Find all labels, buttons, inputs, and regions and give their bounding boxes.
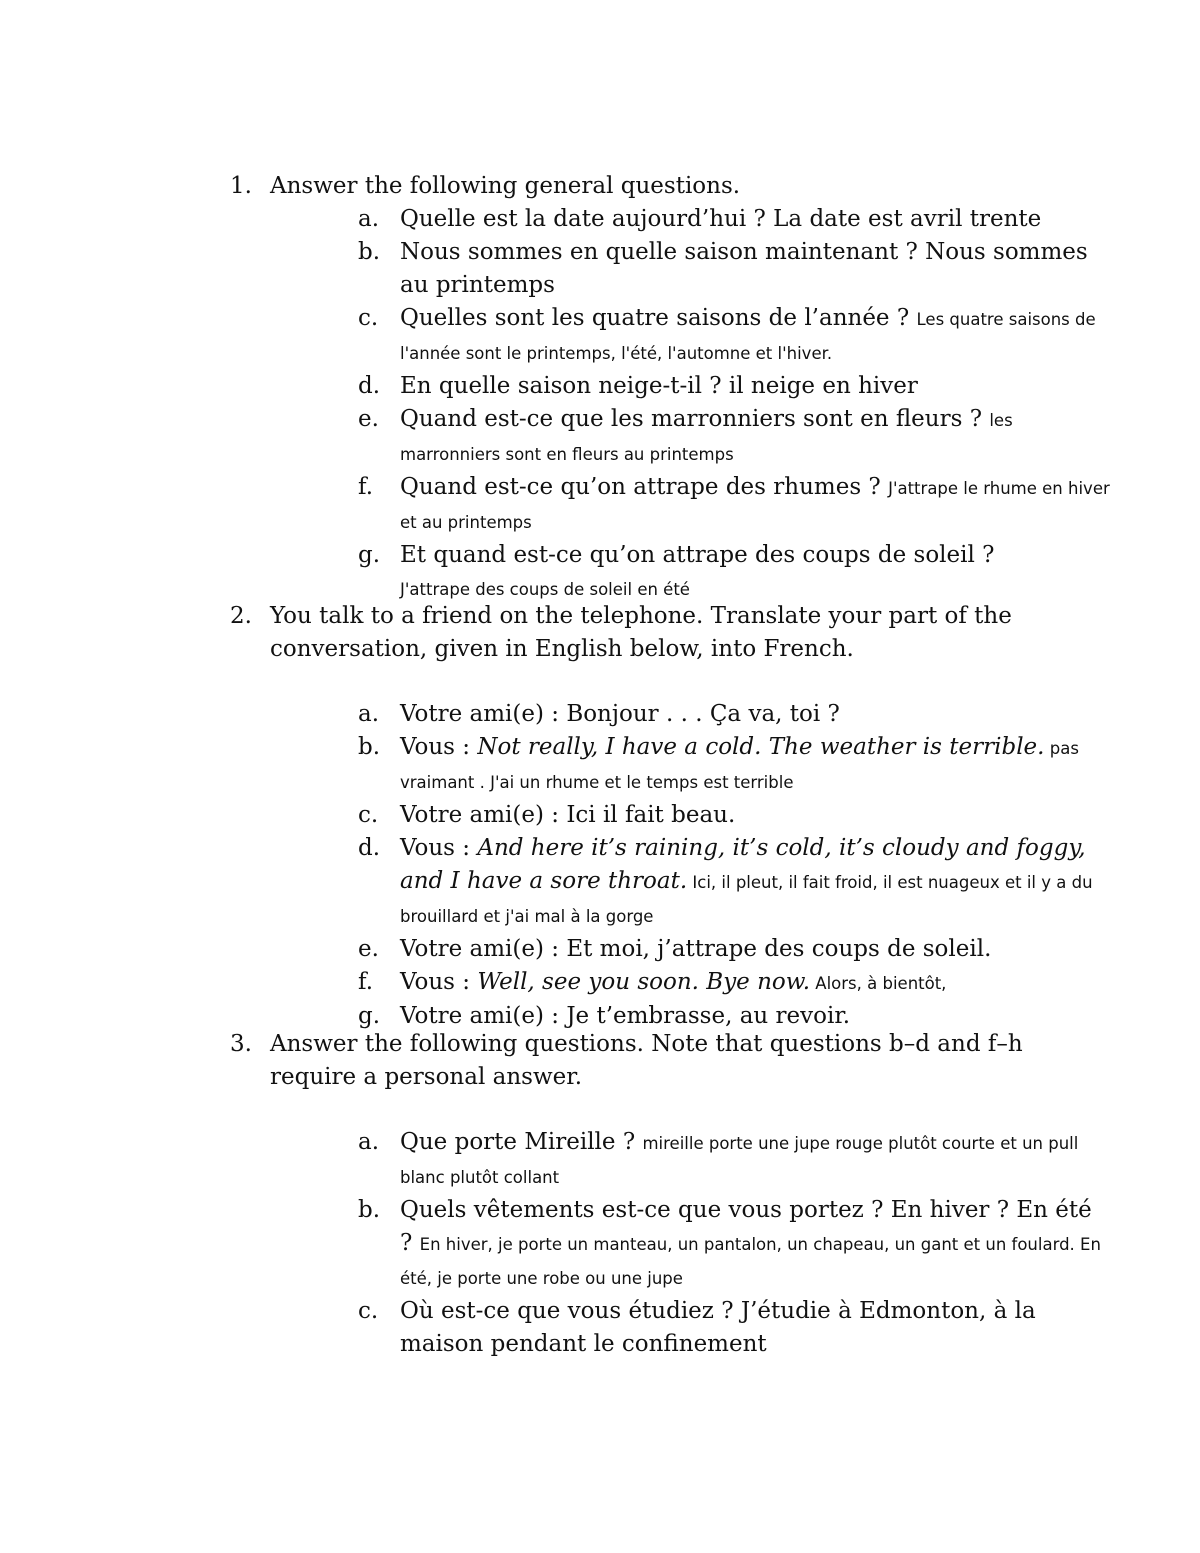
item-text xyxy=(400,1126,1110,1194)
item-english: And here it’s raining, it’s cold, it’s cloudy and foggy, and I have a sore throat. xyxy=(400,835,1086,894)
item-letter: e. xyxy=(358,406,379,432)
item-answer: pas vraimant . J'ai un rhume et le temps est terrible xyxy=(400,739,1079,792)
list-item xyxy=(358,799,1110,832)
item-speaker: Vous : xyxy=(400,734,478,760)
item-text xyxy=(400,370,1110,403)
list-item xyxy=(358,471,1110,539)
item-line: Bonjour . . . Ça va, toi ? xyxy=(566,701,840,727)
item-text xyxy=(400,302,1110,370)
list-item xyxy=(358,698,1110,731)
list-item xyxy=(358,403,1110,471)
item-letter: b. xyxy=(358,1197,381,1223)
item-speaker: Votre ami(e) : xyxy=(400,802,567,828)
item-speaker: Votre ami(e) : xyxy=(400,936,567,962)
question-number: 3. xyxy=(230,1031,252,1057)
item-answer: J'attrape des coups de soleil en été xyxy=(400,580,690,599)
list-item xyxy=(358,832,1110,933)
item-text xyxy=(400,933,1110,966)
item-letter: b. xyxy=(358,734,381,760)
list-item xyxy=(358,236,1110,302)
item-text xyxy=(400,403,1110,471)
item-letter: g. xyxy=(358,1003,381,1029)
question-prompt: Answer the following general questions. xyxy=(270,173,741,199)
item-speaker: Votre ami(e) : xyxy=(400,701,567,727)
item-question: Quelles sont les quatre saisons de l’année ? xyxy=(400,305,917,331)
item-answer: Alors, à bientôt, xyxy=(810,974,947,993)
item-line: Je t’embrasse, au revoir. xyxy=(566,1003,851,1029)
item-question: Et quand est-ce qu’on attrape des coups de soleil ? xyxy=(400,542,995,568)
list-item xyxy=(358,370,1110,403)
item-answer: J'attrape le rhume en hiver et au printemps xyxy=(400,479,1110,532)
item-question: Quand est-ce que les marronniers sont en fleurs ? xyxy=(400,406,990,432)
item-letter: e. xyxy=(358,936,379,962)
item-text xyxy=(400,203,1110,236)
item-text xyxy=(400,471,1110,539)
question-2-items xyxy=(230,698,1110,1033)
list-item xyxy=(358,302,1110,370)
item-letter: g. xyxy=(358,542,381,568)
item-english: Not really, I have a cold. The weather is terrible. xyxy=(477,734,1045,760)
list-item xyxy=(358,1126,1110,1194)
item-text xyxy=(400,539,1110,606)
question-2 xyxy=(230,600,1110,666)
item-letter: f. xyxy=(358,474,374,500)
item-letter: c. xyxy=(358,305,379,331)
item-question: Que porte Mireille ? xyxy=(400,1129,643,1155)
item-text xyxy=(400,799,1110,832)
question-number: 1. xyxy=(230,173,252,199)
item-letter: d. xyxy=(358,835,381,861)
question-prompt: Answer the following questions. Note that questions b–d and f–h require a personal answer. xyxy=(270,1031,1023,1090)
list-item xyxy=(358,966,1110,1000)
item-letter: a. xyxy=(358,701,380,727)
item-text xyxy=(400,832,1110,933)
question-1 xyxy=(230,170,1110,203)
question-3 xyxy=(230,1028,1110,1094)
item-english: Well, see you soon. Bye now. xyxy=(477,969,811,995)
item-text xyxy=(400,966,1110,1000)
list-item xyxy=(358,539,1110,606)
list-item xyxy=(358,933,1110,966)
list-item xyxy=(358,1295,1110,1361)
item-text xyxy=(400,731,1110,799)
item-text xyxy=(400,1194,1110,1295)
list-item xyxy=(358,203,1110,236)
item-answer: Les quatre saisons de l'année sont le printemps, l'été, l'automne et l'hiver. xyxy=(400,310,1096,363)
item-text xyxy=(400,1295,1110,1361)
list-item xyxy=(358,731,1110,799)
item-line: Et moi, j’attrape des coups de soleil. xyxy=(566,936,992,962)
item-question: Quelle est la date aujourd’hui ? La date est avril trente xyxy=(400,206,1042,232)
item-letter: b. xyxy=(358,239,381,265)
item-letter: a. xyxy=(358,206,380,232)
question-number: 2. xyxy=(230,603,252,629)
item-letter: f. xyxy=(358,969,374,995)
question-prompt: You talk to a friend on the telephone. Translate your part of the conversation, given in English below, into French. xyxy=(270,603,1012,662)
item-speaker: Votre ami(e) : xyxy=(400,1003,567,1029)
item-answer: En hiver, je porte un manteau, un pantalon, un chapeau, un gant et un foulard. En été, je porte une robe ou une jupe xyxy=(400,1235,1101,1288)
item-letter: d. xyxy=(358,373,381,399)
item-text xyxy=(400,698,1110,731)
item-text xyxy=(400,236,1110,302)
item-question: Quels vêtements est-ce que vous portez ? En hiver ? En été ? xyxy=(400,1197,1092,1256)
item-answer: Ici, il pleut, il fait froid, il est nuageux et il y a du brouillard et j'ai mal à la gorge xyxy=(400,873,1093,926)
item-letter: a. xyxy=(358,1129,380,1155)
item-line: Ici il fait beau. xyxy=(566,802,736,828)
item-speaker: Vous : xyxy=(400,835,478,861)
item-answer: mireille porte une jupe rouge plutôt courte et un pull blanc plutôt collant xyxy=(400,1134,1079,1187)
item-question: Quand est-ce qu’on attrape des rhumes ? xyxy=(400,474,889,500)
item-answer: les marronniers sont en fleurs au printemps xyxy=(400,411,1013,464)
item-speaker: Vous : xyxy=(400,969,478,995)
item-question: Où est-ce que vous étudiez ? J’étudie à Edmonton, à la maison pendant le confinement xyxy=(400,1298,1036,1357)
item-question: En quelle saison neige-t-il ? il neige en hiver xyxy=(400,373,918,399)
question-3-items xyxy=(230,1126,1110,1361)
question-1-items xyxy=(230,203,1110,606)
item-letter: c. xyxy=(358,802,379,828)
item-letter: c. xyxy=(358,1298,379,1324)
list-item xyxy=(358,1194,1110,1295)
item-question: Nous sommes en quelle saison maintenant ? Nous sommes au printemps xyxy=(400,239,1088,298)
